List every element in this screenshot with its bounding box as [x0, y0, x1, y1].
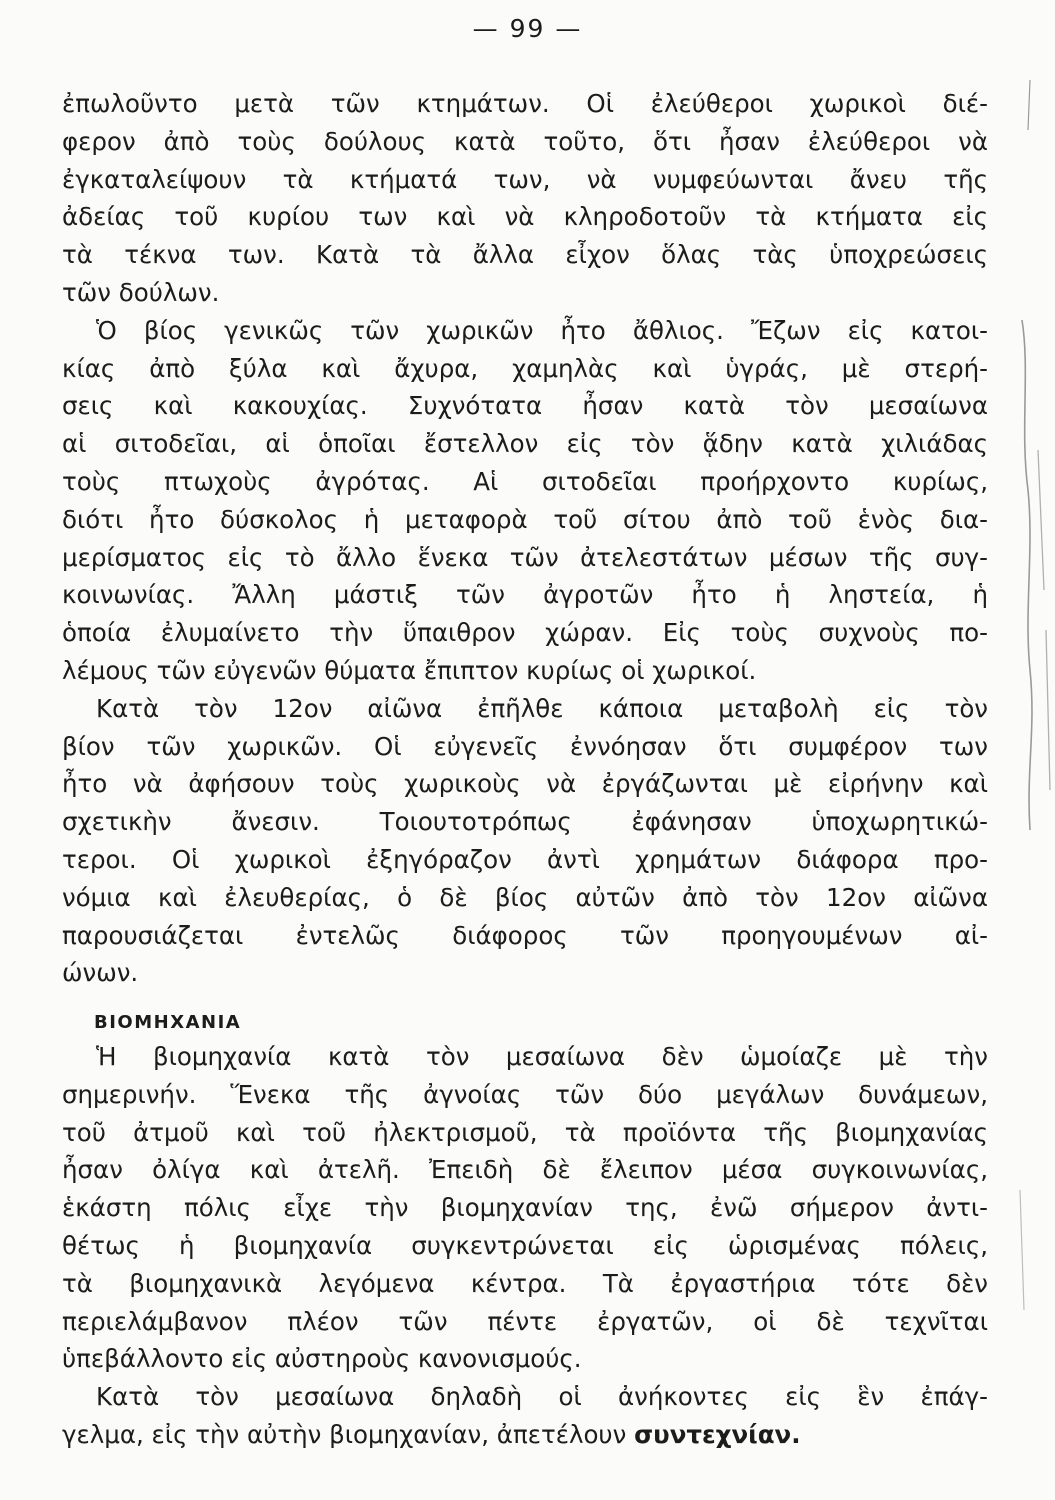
- section1-line: σχετικὴν ἄνεσιν. Τοιουτοτρόπως ἐφάνησαν ὑποχωρητικώ-: [62, 807, 988, 837]
- section1-line: ἀδείας τοῦ κυρίου των καὶ νὰ κληροδοτοῦν τὰ κτήματα εἰς: [62, 202, 988, 232]
- final-line-text: γελμα, εἰς τὴν αὐτὴν βιομηχανίαν, ἀπετέλουν: [62, 1419, 627, 1449]
- section2-line: σημερινήν. Ἕνεκα τῆς ἀγνοίας τῶν δύο μεγάλων δυνάμεων,: [62, 1079, 988, 1109]
- section2-line: περιελάμβανον πλέον τῶν πέντε ἐργατῶν, οἱ δὲ τεχνῖται: [62, 1306, 988, 1336]
- body-text-section-2: [62, 1038, 988, 1454]
- section1-line: τῶν δούλων.: [62, 277, 220, 307]
- section1-line: κίας ἀπὸ ξύλα καὶ ἄχυρα, χαμηλὰς καὶ ὑγράς, μὲ στερή-: [62, 353, 988, 383]
- section2-line: ἦσαν ὀλίγα καὶ ἀτελῆ. Ἐπειδὴ δὲ ἔλειπον μέσα συγκοινωνίας,: [62, 1155, 988, 1185]
- section1-line: φερον ἀπὸ τοὺς δούλους κατὰ τοῦτο, ὅτι ἦσαν ἐλεύθεροι νὰ: [62, 126, 988, 156]
- section1-line: τεροι. Οἱ χωρικοὶ ἐξηγόραζον ἀντὶ χρημάτων διάφορα προ-: [62, 844, 988, 874]
- bold-term: συντεχνίαν.: [634, 1419, 801, 1449]
- section2-final-line: [62, 1416, 988, 1454]
- section2-line: ὑπεβάλλοντο εἰς αὐστηροὺς κανονισμούς.: [62, 1344, 582, 1374]
- section1-line: μερίσματος εἰς τὸ ἄλλο ἕνεκα τῶν ἀτελεστάτων μέσων τῆς συγ-: [62, 542, 988, 572]
- section-heading: ΒΙΟΜΗΧΑΝΙΑ: [94, 1012, 242, 1033]
- section1-line: παρουσιάζεται ἐντελῶς διάφορος τῶν προηγουμένων αἰ-: [62, 920, 988, 950]
- margin-pencil-marks: [1000, 70, 1055, 1370]
- section1-line: τὰ τέκνα των. Κατὰ τὰ ἄλλα εἶχον ὅλας τὰς ὑποχρεώσεις: [62, 240, 988, 270]
- page-number: — 99 —: [472, 14, 583, 43]
- section1-line: ἐγκαταλείψουν τὰ κτήματά των, νὰ νυμφεύωνται ἄνευ τῆς: [62, 164, 988, 194]
- section1-line: βίον τῶν χωρικῶν. Οἱ εὐγενεῖς ἐννόησαν ὅτι συμφέρον των: [62, 731, 988, 761]
- section1-line: ὁποία ἐλυμαίνετο τὴν ὕπαιθρον χώραν. Εἰς τοὺς συχνοὺς πο-: [62, 618, 988, 648]
- section2-line: θέτως ἡ βιομηχανία συγκεντρώνεται εἰς ὡρισμένας πόλεις,: [62, 1230, 988, 1260]
- section2-line: τοῦ ἀτμοῦ καὶ τοῦ ἠλεκτρισμοῦ, τὰ προϊόντα τῆς βιομηχανίας: [62, 1117, 988, 1147]
- section1-line: νόμια καὶ ἐλευθερίας, ὁ δὲ βίος αὐτῶν ἀπὸ τὸν 12ον αἰῶνα: [62, 882, 988, 912]
- section1-line: διότι ἦτο δύσκολος ἡ μεταφορὰ τοῦ σίτου ἀπὸ τοῦ ἑνὸς δια-: [62, 504, 988, 534]
- section1-line: αἱ σιτοδεῖαι, αἱ ὁποῖαι ἔστελλον εἰς τὸν ᾅδην κατὰ χιλιάδας: [62, 429, 988, 459]
- section1-line: ἦτο νὰ ἀφήσουν τοὺς χωρικοὺς νὰ ἐργάζωνται μὲ εἰρήνην καὶ: [62, 769, 988, 799]
- body-text-section-1: [62, 85, 988, 992]
- section1-line: Ὁ βίος γενικῶς τῶν χωρικῶν ἦτο ἄθλιος. Ἔζων εἰς κατοι-: [96, 315, 988, 345]
- section1-line: κοινωνίας. Ἄλλη μάστιξ τῶν ἀγροτῶν ἦτο ἡ ληστεία, ἡ: [62, 580, 988, 610]
- section1-line: ώνων.: [62, 958, 139, 988]
- section2-line: Κατὰ τὸν μεσαίωνα δηλαδὴ οἱ ἀνήκοντες εἰς ἓν ἐπάγ-: [96, 1382, 988, 1412]
- section1-line: σεις καὶ κακουχίας. Συχνότατα ἦσαν κατὰ τὸν μεσαίωνα: [62, 391, 988, 421]
- section2-line: ἑκάστη πόλις εἶχε τὴν βιομηχανίαν της, ἐνῶ σήμερον ἀντι-: [62, 1193, 988, 1223]
- section1-line: τοὺς πτωχοὺς ἀγρότας. Αἱ σιτοδεῖαι προήρχοντο κυρίως,: [62, 466, 988, 496]
- section1-line: ἐπωλοῦντο μετὰ τῶν κτημάτων. Οἱ ἐλεύθεροι χωρικοὶ διέ-: [62, 89, 988, 118]
- section1-line: Κατὰ τὸν 12ον αἰῶνα ἐπῆλθε κάποια μεταβολὴ εἰς τὸν: [96, 693, 988, 723]
- section1-line: λέμους τῶν εὐγενῶν θύματα ἔπιπτον κυρίως οἱ χωρικοί.: [62, 655, 757, 685]
- section2-line: τὰ βιομηχανικὰ λεγόμενα κέντρα. Τὰ ἐργαστήρια τότε δὲν: [62, 1268, 988, 1298]
- section2-line: Ἡ βιομηχανία κατὰ τὸν μεσαίωνα δὲν ὡμοίαζε μὲ τὴν: [96, 1042, 988, 1071]
